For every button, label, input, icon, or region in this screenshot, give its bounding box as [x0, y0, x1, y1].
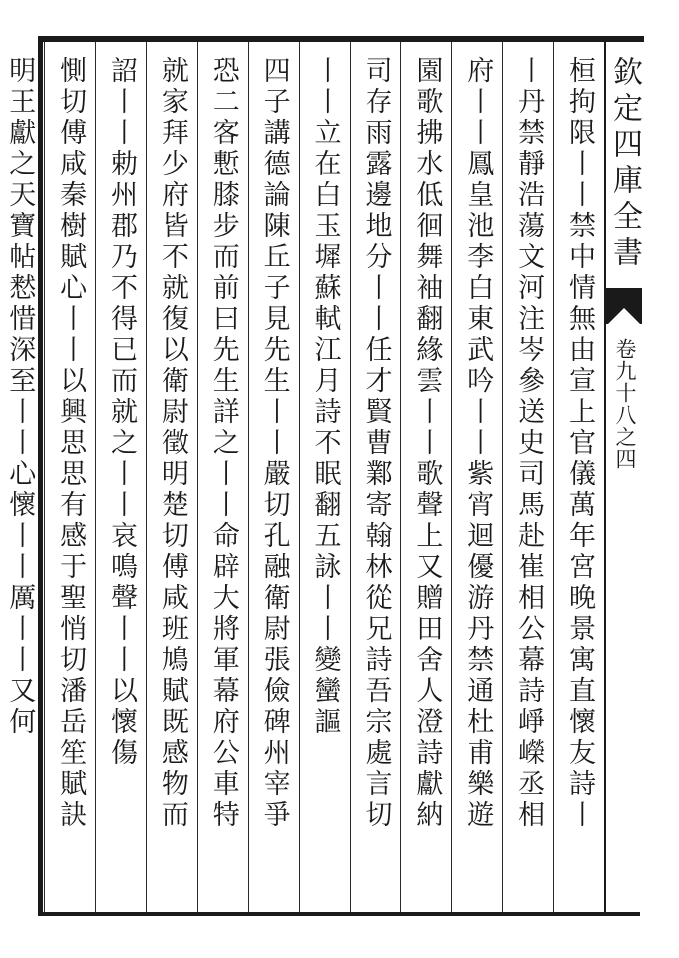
text-column: 恐二客慙膝步而前曰先生詳之丨丨命辟大將軍幕府公車特	[197, 42, 248, 912]
text-column: 就家拜少府皆不就復以衛尉徵明楚切傅咸班鳩賦既感物而	[146, 42, 197, 912]
text-column: 四子講德論陳丘子見先生丨丨嚴切孔融衛尉張儉碑州宰爭	[248, 42, 299, 912]
volume-label: 卷九十八之四	[613, 338, 637, 470]
text-column: 惻切傅咸秦樹賦心丨丨以興思思有感于聖悄切潘岳笙賦訣	[44, 42, 95, 912]
text-column: 府丨丨鳳皇池李白東武吟丨丨紫宵迴優游丹禁通杜甫樂遊	[451, 42, 502, 912]
book-title: 欽定四庫全書	[607, 56, 642, 272]
text-column: 明王獻之天寶帖慭惜深至丨丨心懷丨丨厲丨丨又何	[0, 42, 44, 912]
text-column: 詔丨丨勅州郡乃不得已而就之丨丨哀鳴聲丨丨以懷傷	[95, 42, 146, 912]
text-columns	[4, 42, 604, 912]
frame-bottom-border	[40, 912, 640, 916]
text-column: 丨丨立在白玉墀蘇軾江月詩不眠翻五詠丨丨變蠻謳	[299, 42, 350, 912]
text-column: 司存雨露邊地分丨丨任才賢曹鄴寄翰林從兄詩吾宗處言切	[350, 42, 401, 912]
fishtail-ornament-icon	[606, 288, 642, 324]
text-column: 桓拘限丨丨禁中情無由宣上官儀萬年宮晚景寓直懷友詩丨	[553, 42, 604, 912]
text-column: 園歌拂水低徊舞袖翻緣雲丨丨歌聲上又贈田舍人澄詩獻納	[400, 42, 451, 912]
text-column: 丨丹禁靜浩蕩文河注岑參送史司馬赴崔相公幕詩崢嶸丞相	[502, 42, 553, 912]
